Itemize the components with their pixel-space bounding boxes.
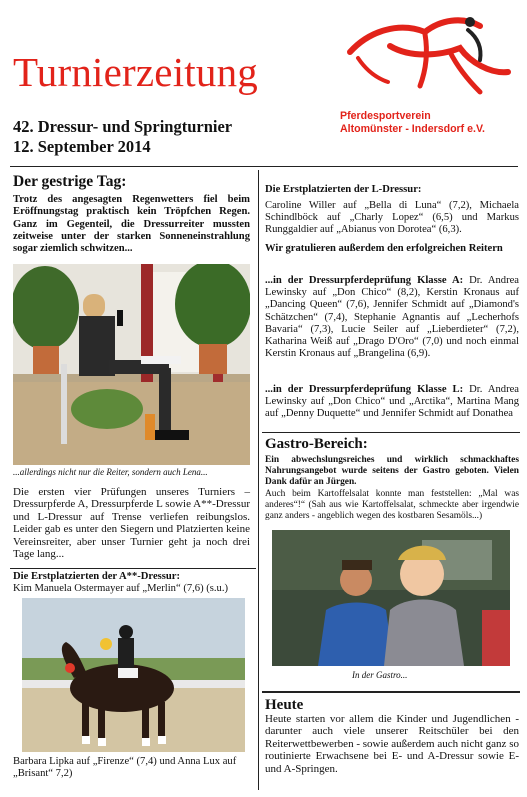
- l-results-text: Caroline Willer auf „Bella di Luna“ (7,2), Michaela Schindlböck auf „Charly Lopez“ (6,5) und Markus Runggaldier auf „Abianus von Dorotea“ (6,3).: [265, 200, 519, 236]
- a2-results-rest: Barbara Lipka auf „Firenze“ (7,4) und Anna Lux auf „Brisant“ 7,2): [13, 756, 237, 780]
- class-l-results: [265, 384, 519, 421]
- club-name-line1: Pferdesportverein: [340, 110, 431, 122]
- left-divider: [10, 568, 256, 569]
- class-l-label: ...in der Dressurpferdeprüfung Klasse L:: [265, 384, 464, 395]
- column-divider: [258, 170, 259, 790]
- photo-rider-merlin: [22, 598, 245, 752]
- club-name: [340, 110, 520, 136]
- tournament-subtitle: 42. Dressur- und Springturnier: [13, 117, 233, 136]
- section-heading-yesterday: Der gestrige Tag:: [13, 173, 127, 190]
- right-divider-1: [262, 432, 520, 433]
- masthead-title: Turnierzeitung: [13, 49, 258, 95]
- club-name-line2: Altomünster - Indersdorf e.V.: [340, 123, 486, 135]
- section-heading-today: Heute: [265, 697, 304, 713]
- a2-results-first: Kim Manuela Ostermayer auf „Merlin“ (7,6) (s.u.): [13, 583, 229, 594]
- header-divider: [10, 166, 518, 167]
- tournament-date: 12. September 2014: [13, 137, 151, 156]
- photo-lena-microphone: [13, 264, 250, 465]
- class-a-results: [265, 275, 519, 360]
- section-heading-gastro: Gastro-Bereich:: [265, 436, 368, 452]
- right-divider-2: [262, 691, 520, 693]
- photo1-caption: ...allerdings nicht nur die Reiter, sondern auch Lena...: [13, 467, 208, 477]
- yesterday-lead: Trotz des angesagten Regenwetters fiel beim Eröffnungstag praktisch kein Tröpfchen Regen. Ganz im Gegenteil, die Dressurreiter mussten zeitweise unter der starken Sonneneinstrahlung sogar ziemlich schwitzen...: [13, 194, 250, 255]
- photo-gastro-boys: [272, 530, 510, 666]
- club-logo: [330, 12, 520, 112]
- gastro-text: Auch beim Kartoffelsalat konnte man feststellen: „Mal was anderes“!“ (Sah aus wie Kartoffelsalat, schmeckte aber irgendwie ganz anders - angeblich wegen des kostbaren Sesamöls...): [265, 489, 519, 522]
- l-results-heading: Die Erstplatzierten der L-Dressur:: [265, 184, 422, 195]
- gastro-lead: Ein abwechslungsreiches und wirklich schmackhaftes Nahrungsangebot wurde seitens der Gastro geboten. Vielen Dank dafür an Jürgen.: [265, 455, 519, 488]
- photo3-caption: In der Gastro...: [352, 670, 408, 680]
- today-text: Heute starten vor allem die Kinder und Jugendlichen - darunter auch viele unserer Reitschüler bei den Reiterwettbewerben - sowie außerdem auch nicht ganz so routinierte Erwachsene bei E- und A-Dressur sowie E- und A-Springen.: [265, 713, 519, 775]
- class-a-text: Dr. Andrea Lewinsky auf „Don Chico“ (8,2), Kerstin Kronaus auf „Dancing Queen“ (7,6), Jennifer Schmidt auf „Diamond's Schätzchen“ (7,4), Stephanie Agnantis auf „Lecherhofs Bavaria“ (7,3), Lucie Seiler auf „Lieberdieter“ (7,2), Katharina Weiß auf „Drago D'Oro“ (7,0) und noch einmal Kerstin Kronaus auf „Brangelina (6,9).: [265, 275, 519, 360]
- a2-results-heading: Die Erstplatzierten der A**-Dressur:: [13, 571, 181, 582]
- class-a-label: ...in der Dressurpferdeprüfung Klasse A:: [265, 275, 464, 286]
- yesterday-paragraph: Die ersten vier Prüfungen unseres Turniers – Dressurpferde A, Dressurpferde L sowie A**-Dressur und L-Dressur auf Trense verliefen reibungslos. Leider gab es unter den Siegern und Platzierten keine Vereinsreiter, aber unser Turnier geht ja noch drei Tage lang...: [13, 486, 250, 561]
- class-l-text: Dr. Andrea Lewinsky auf „Don Chico“ und „Arctika“, Martina Mang auf „Denny Duquette“ und Jennifer Schmidt auf Donathea: [265, 384, 519, 420]
- congrats-line: Wir gratulieren außerdem den erfolgreichen Reitern: [265, 243, 503, 254]
